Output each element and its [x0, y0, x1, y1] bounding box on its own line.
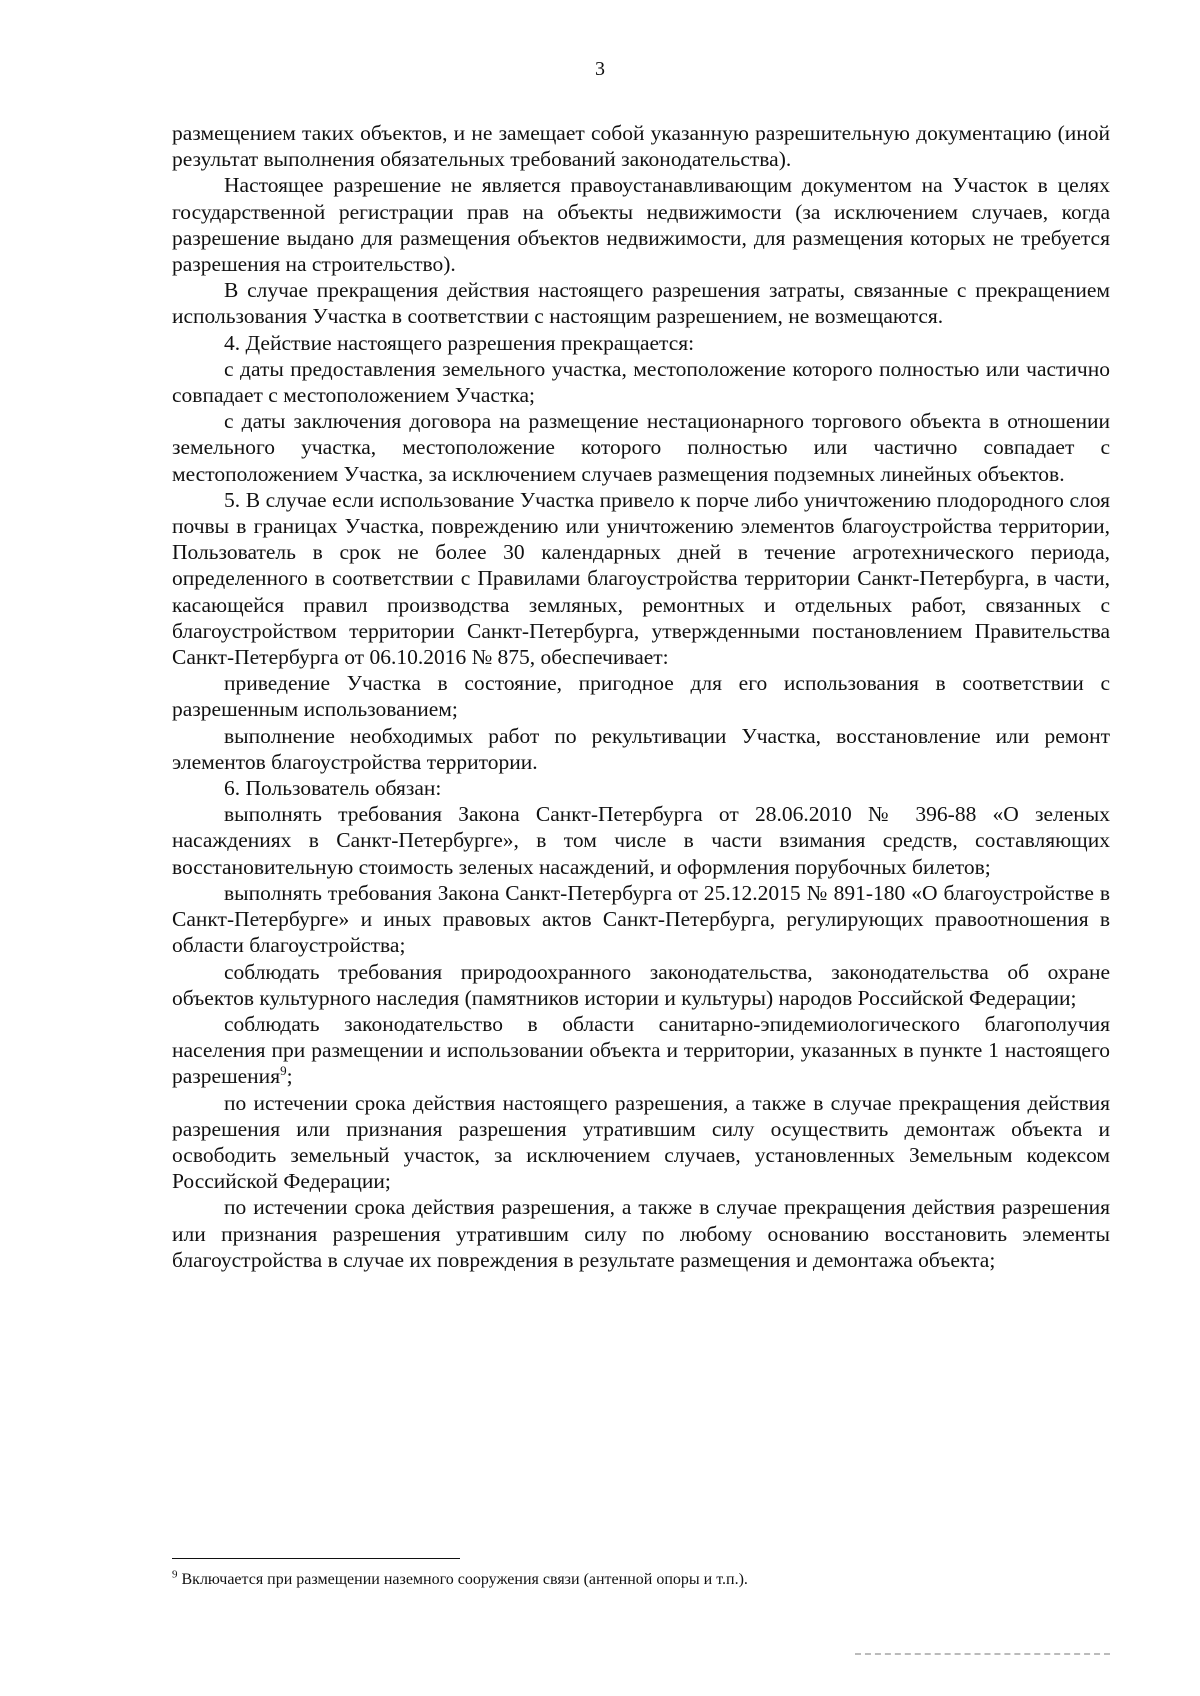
paragraph — [172, 330, 1110, 356]
paragraph-text: приведение Участка в состояние, пригодное для его использования в соответствии с разрешенным использованием; — [172, 671, 1110, 722]
paragraph-text: соблюдать законодательство в области санитарно-эпидемиологического благополучия населения при размещении и использовании объекта и территории, указанных в пункте 1 настоящего разрешения — [172, 1011, 1110, 1089]
paragraph — [172, 408, 1110, 487]
paragraph — [172, 723, 1110, 775]
paragraph-text: 5. В случае если использование Участка привело к порче либо уничтожению плодородного слоя почвы в границах Участка, повреждению или уничтожению элементов благоустройства территории, Пользователь в срок не более 30 календарных дней в течение агротехнического периода, определенного в соответствии с Правилами благоустройства территории Санкт-Петербурга, в части, касающейся правил производства земляных, ремонтных и отдельных работ, связанных с благоустройством территории Санкт-Петербурга, утвержденными постановлением Правительства Санкт-Петербурга от 06.10.2016 № 875, обеспечивает: — [172, 487, 1110, 670]
paragraph — [172, 487, 1110, 670]
paragraph-text: с даты заключения договора на размещение нестационарного торгового объекта в отношении земельного участка, местоположение которого полностью или частично совпадает с местоположением Участка, за исключением случаев размещения подземных линейных объектов. — [172, 409, 1110, 486]
paragraph-text: по истечении срока действия разрешения, а также в случае прекращения действия разрешения или признания разрешения утратившим силу по любому основанию восстановить элементы благоустройства в случае их повреждения в результате размещения и демонтажа объекта; — [172, 1195, 1110, 1272]
footnote-text: Включается при размещении наземного сооружения связи (антенной опоры и т.п.). — [177, 1571, 748, 1588]
paragraph-text: Настоящее разрешение не является правоустанавливающим документом на Участок в целях государственной регистрации прав на объекты недвижимости (за исключением случаев, когда разрешение выдано для размещения объектов недвижимости, для размещения которых не требуется разрешения на строительство). — [172, 173, 1110, 277]
paragraph — [172, 801, 1110, 880]
footnote-separator — [172, 1558, 460, 1559]
paragraph-text: выполнение необходимых работ по рекультивации Участка, восстановление или ремонт элементов благоустройства территории. — [172, 723, 1110, 774]
paragraph-text: 6. Пользователь обязан: — [224, 776, 442, 801]
paragraph — [172, 356, 1110, 408]
paragraph-text: 4. Действие настоящего разрешения прекращается: — [224, 330, 695, 355]
footnote — [172, 1570, 1072, 1590]
paragraph — [172, 1090, 1110, 1195]
paragraph-text: В случае прекращения действия настоящего разрешения затраты, связанные с прекращением использования Участка в соответствии с настоящим разрешением, не возмещаются. — [172, 278, 1110, 329]
paragraph-text: выполнять требования Закона Санкт-Петербурга от 25.12.2015 № 891-180 «О благоустройстве в Санкт-Петербурге» и иных правовых актов Санкт-Петербурга, регулирующих правоотношения в области благоустройства; — [172, 880, 1110, 958]
page-number: 3 — [595, 58, 605, 80]
paragraph-text: размещением таких объектов, и не замещает собой указанную разрешительную документацию (иной результат выполнения обязательных требований законодательства). — [172, 121, 1110, 172]
paragraph-text: выполнять требования Закона Санкт-Петербурга от 28.06.2010 № 396-88 «О зеленых насаждениях в Санкт-Петербурге», в том числе в части взимания средств, составляющих восстановительную стоимость зеленых насаждений, и оформления порубочных билетов; — [172, 802, 1110, 879]
paragraph — [172, 775, 1110, 801]
scan-artifact-line — [855, 1653, 1110, 1655]
paragraph — [172, 172, 1110, 277]
paragraph — [172, 1011, 1110, 1090]
paragraph — [172, 880, 1110, 959]
paragraph-tail: ; — [286, 1064, 293, 1089]
paragraph-text: с даты предоставления земельного участка, местоположение которого полностью или частично совпадает с местоположением Участка; — [172, 356, 1110, 408]
paragraph — [172, 120, 1110, 172]
paragraph — [172, 670, 1110, 722]
paragraph-text: по истечении срока действия настоящего разрешения, а также в случае прекращения действия разрешения или признания разрешения утратившим силу осуществить демонтаж объекта и освободить земельный участок, за исключением случаев, установленных Земельным кодексом Российской Федерации; — [172, 1090, 1110, 1194]
footnote-reference: 9 — [280, 1063, 287, 1079]
paragraph — [172, 277, 1110, 329]
paragraph-text: соблюдать требования природоохранного законодательства, законодательства об охране объектов культурного наследия (памятников истории и культуры) народов Российской Федерации; — [172, 959, 1110, 1010]
paragraph — [172, 1194, 1110, 1273]
document-body — [172, 120, 1110, 1273]
paragraph — [172, 959, 1110, 1011]
footnote-mark: 9 — [172, 1568, 178, 1581]
